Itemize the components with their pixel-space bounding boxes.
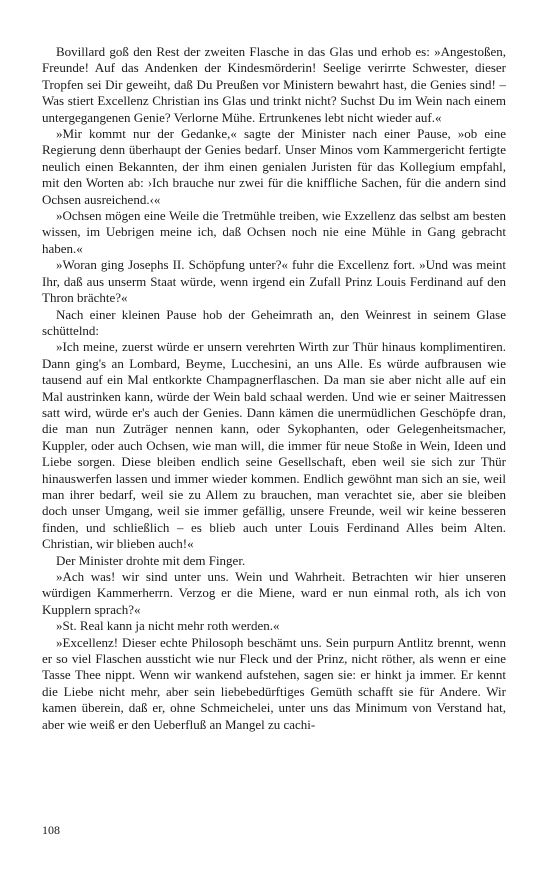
paragraph-3: »Ochsen mögen eine Weile die Tretmühle treiben, wie Exzellenz das selbst am besten wissen, im Uebrigen meine ich, daß Ochsen noch nie eine Mühle in Gang gebracht haben.«: [42, 208, 506, 256]
paragraph-8: »Ach was! wir sind unter uns. Wein und Wahrheit. Betrachten wir hier unseren würdigen Kammerherrn. Verzog er die Miene, ward er nun einmal roth, als ich von Kupplern sprach?«: [42, 569, 506, 617]
paragraph-6: »Ich meine, zuerst würde er unsern verehrten Wirth zur Thür hinaus komplimentiren. Dann ging's an Lombard, Beyme, Lucchesini, an uns Alle. Es würde aufbrausen wie tausend auf ein Mal entkorkte Champagnerflaschen. Da man sie aber nicht alle auf ein Mal austrinken kann, würde der Wein bald schaal werden. Und wie er seiner Maitressen satt wird, würde er's auch der Genies. Dann kämen die unermüdlichen Geschöpfe dran, die man nun Zuträger nennen kann, oder Sykophanten, oder Gelegenheitsmacher, Kuppler, oder auch Ochsen, wie man will, die immer für neue Stoße in Wein, Ideen und Liebe sorgen. Diese bleiben endlich seine Gesellschaft, eben weil sie sich zur Thür hinauswerfen lassen und immer wieder kommen. Endlich gewöhnt man sich an sie, weil man ihrer bedarf, weil sie zu Allem zu brauchen, man verachtet sie, aber sie bleiben doch unser Umgang, weil sie immer gefällig, unsere Freunde, weil wir keine besseren finden, und schließlich – es blieb auch unter Louis Ferdinand Alles beim Alten. Christian, wir blieben auch!«: [42, 339, 506, 552]
paragraph-9: »St. Real kann ja nicht mehr roth werden.«: [56, 618, 280, 634]
paragraph-1: Bovillard goß den Rest der zweiten Flasche in das Glas und erhob es: »Angestoßen, Freunde! Auf das Andenken der Kindesmörderin! Seelige verirrte Schwester, dieser Tropfen sei Dir geweiht, daß Du Preußen vor Ministern bewahrt hast, die Genies sind! – Was stiert Excellenz Christian ins Glas und trinkt nicht? Suchst Du im Wein nach einem untergegangenen Genie? Verlorne Mühe. Ertrunkenes lebt nicht wieder auf.«: [42, 44, 506, 125]
page-body: [42, 44, 506, 733]
paragraph-10: »Excellenz! Dieser echte Philosoph beschämt uns. Sein purpurn Antlitz brennt, wenn er so viel Flaschen aussticht wie nur Fleck und der Prinz, nicht röther, als wenn er eine Tasse Thee nippt. Wenn wir wankend aufstehen, sagen sie: er hinkt ja immer. Er kennt die Liebe nicht mehr, aber sein liebebedürftiges Gemüth schafft sie für Andere. Wir kamen überein, daß er, ohne Schmeichelei, unter uns das Minimum von Verstand hat, aber wie weiß er den Ueberfluß an Mangel zu cachi-: [42, 634, 506, 732]
paragraph-4: »Woran ging Josephs II. Schöpfung unter?« fuhr die Excellenz fort. »Und was meint Ihr, daß aus unserm Staat würde, wenn irgend ein Zufall Prinz Louis Ferdinand auf den Thron brächte?«: [42, 257, 506, 306]
paragraph-2: »Mir kommt nur der Gedanke,« sagte der Minister nach einer Pause, »ob eine Regierung denn überhaupt der Genies bedarf. Unser Minos vom Kammergericht fertigte neulich einen Bekannten, der ihm einen genialen Juristen für das Kollegium empfahl, mit den Worten ab: ›Ich brauche nur zwei für die kniffliche Sachen, für die andern sind Ochsen ausreichend.‹«: [42, 126, 506, 207]
page-number: 108: [42, 823, 60, 837]
paragraph-5: Nach einer kleinen Pause hob der Geheimrath an, den Weinrest in seinem Glase schüttelnd:: [42, 306, 506, 338]
paragraph-7: Der Minister drohte mit dem Finger.: [56, 552, 246, 568]
